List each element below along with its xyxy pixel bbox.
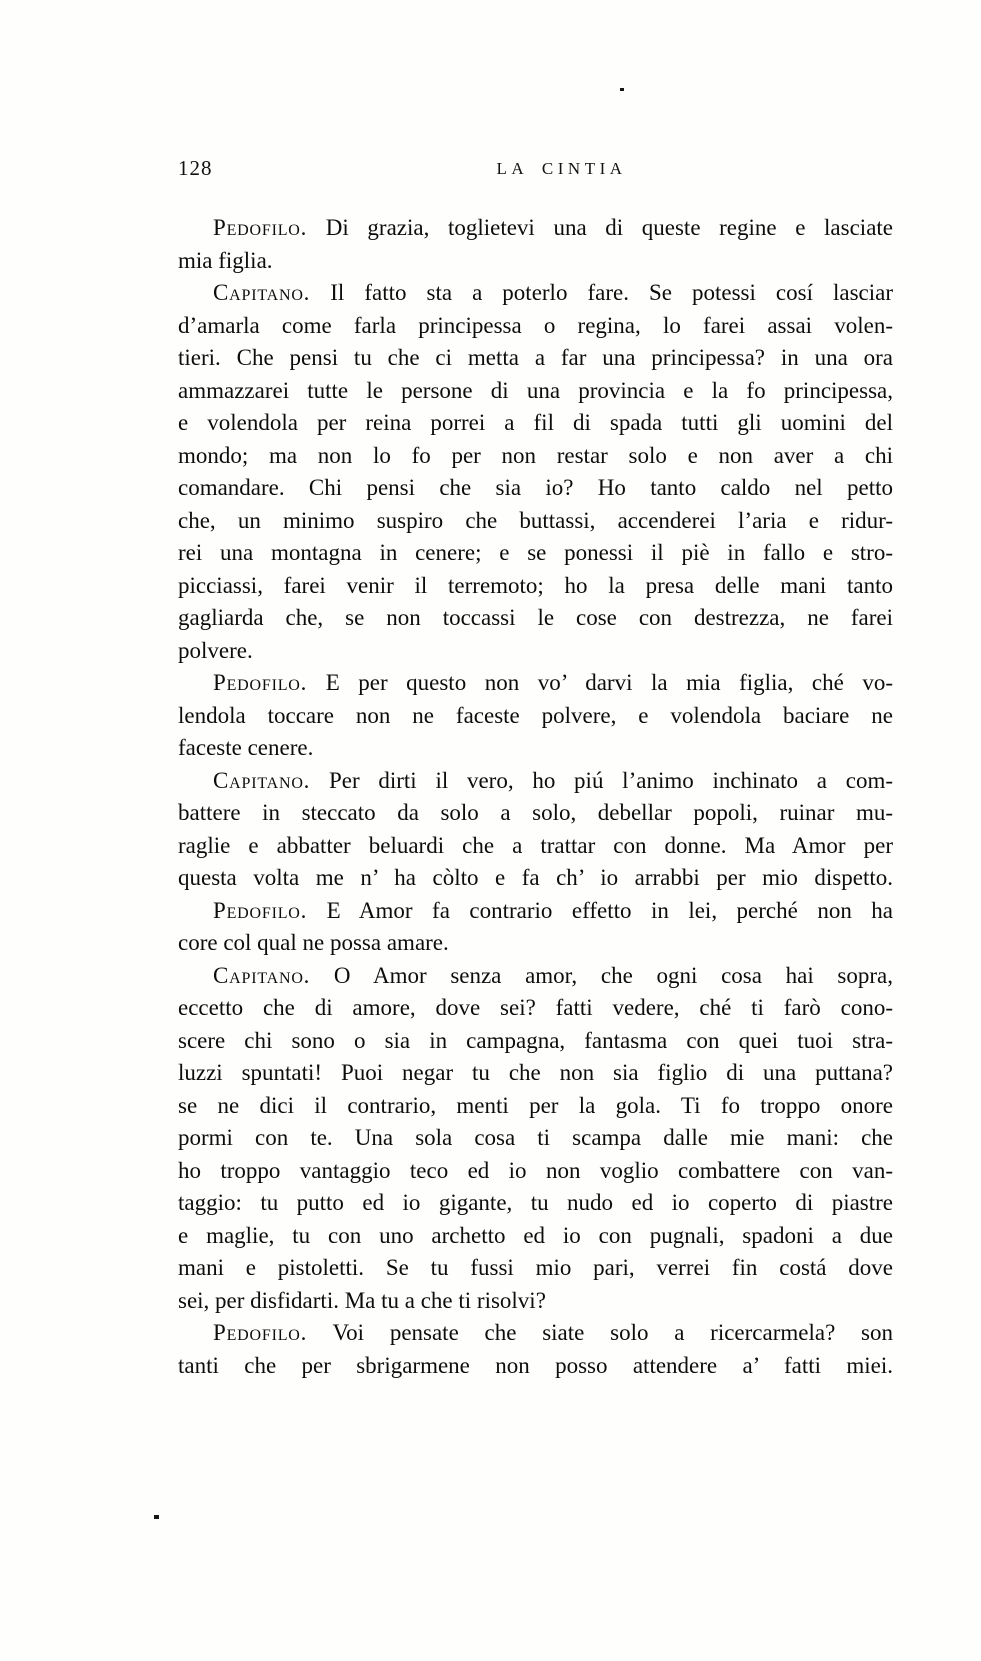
text-line: sei, per disfidarti. Ma tu a che ti risolvi? [178,1287,546,1313]
speaker-name: Pedofilo. [213,670,308,695]
speaker-name: Capitano. [213,962,311,988]
speaker-name: Capitano. [213,767,311,793]
text-line: mia figlia. [178,247,273,273]
text-line: Capitano. Il fatto sta a poterlo fare. Se potessi cosí lasciar [213,280,893,305]
speaker-name: Pedofilo. [213,1320,308,1345]
speaker-name: Capitano. [213,280,311,305]
text-line: e volendola per reina porrei a fil di spada tutti gli uomini del [178,410,893,435]
page-number: 128 [178,156,213,180]
text-line: Pedofilo. E Amor fa contrario effetto in lei, perché non ha [213,897,893,923]
text-line: questa volta me n’ ha còlto e fa ch’ io arrabbi per mio dispetto. [178,865,893,890]
text-line: se ne dici il contrario, menti per la gola. Ti fo troppo onore [178,1092,893,1118]
text-line: pormi con te. Una sola cosa ti scampa dalle mie mani: che [178,1125,893,1150]
text-line: gagliarda che, se non toccassi le cose con destrezza, ne farei [178,605,893,630]
text-line: Capitano. Per dirti il vero, ho piú l’animo inchinato a com- [213,767,893,793]
text-line: taggio: tu putto ed io gigante, tu nudo ed io coperto di piastre [178,1190,893,1215]
text-line: eccetto che di amore, dove sei? fatti vedere, ché ti farò cono- [178,995,893,1020]
text-line: battere in steccato da solo a solo, debellar popoli, ruinar mu- [178,800,893,825]
text-line: ho troppo vantaggio teco ed io non voglio combattere con van- [178,1157,893,1183]
text-line: d’amarla come farla principessa o regina, lo farei assai volen- [178,312,893,338]
text-line: picciassi, farei venir il terremoto; ho la presa delle mani tanto [178,572,893,598]
text-line: Capitano. O Amor senza amor, che ogni cosa hai sopra, [213,962,893,988]
text-line: polvere. [178,637,253,663]
text-line: rei una montagna in cenere; e se ponessi il piè in fallo e stro- [178,540,893,565]
text-line: Pedofilo. Voi pensate che siate solo a ricercarmela? son [213,1320,893,1345]
running-title: LA CINTIA [496,159,627,178]
text-line: tanti che per sbrigarmene non posso attendere a’ fatti miei. [178,1352,893,1378]
speaker-name: Pedofilo. [213,897,308,923]
text-line: faceste cenere. [178,735,314,760]
text-line: luzzi spuntati! Puoi negar tu che non sia figlio di una puttana? [178,1060,893,1085]
page-header [178,156,893,184]
text-line: tieri. Che pensi tu che ci metta a far una principessa? in una ora [178,345,893,370]
text-line: raglie e abbatter beluardi che a trattar con donne. Ma Amor per [178,832,893,858]
text-line: ammazzarei tutte le persone di una provincia e la fo principessa, [178,377,893,403]
text-line: mondo; ma non lo fo per non restar solo e non aver a chi [178,442,893,468]
speaker-name: Pedofilo. [213,215,308,240]
text-line: che, un minimo suspiro che buttassi, accenderei l’aria e ridur- [178,507,893,533]
text-line: scere chi sono o sia in campagna, fantasma con quei tuoi stra- [178,1027,893,1053]
text-block [178,212,893,1382]
text-line: comandare. Chi pensi che sia io? Ho tanto caldo nel petto [178,475,893,500]
scan-speck [620,88,624,91]
scan-speck [154,1515,159,1519]
text-line: core col qual ne possa amare. [178,930,449,955]
text-line: e maglie, tu con uno archetto ed io con pugnali, spadoni a due [178,1222,893,1248]
text-line: Pedofilo. Di grazia, toglietevi una di queste regine e lasciate [213,215,893,240]
text-line: mani e pistoletti. Se tu fussi mio pari, verrei fin costá dove [178,1255,893,1280]
text-line: lendola toccare non ne faceste polvere, e volendola baciare ne [178,702,893,728]
text-line: Pedofilo. E per questo non vo’ darvi la mia figlia, ché vo- [213,670,893,695]
